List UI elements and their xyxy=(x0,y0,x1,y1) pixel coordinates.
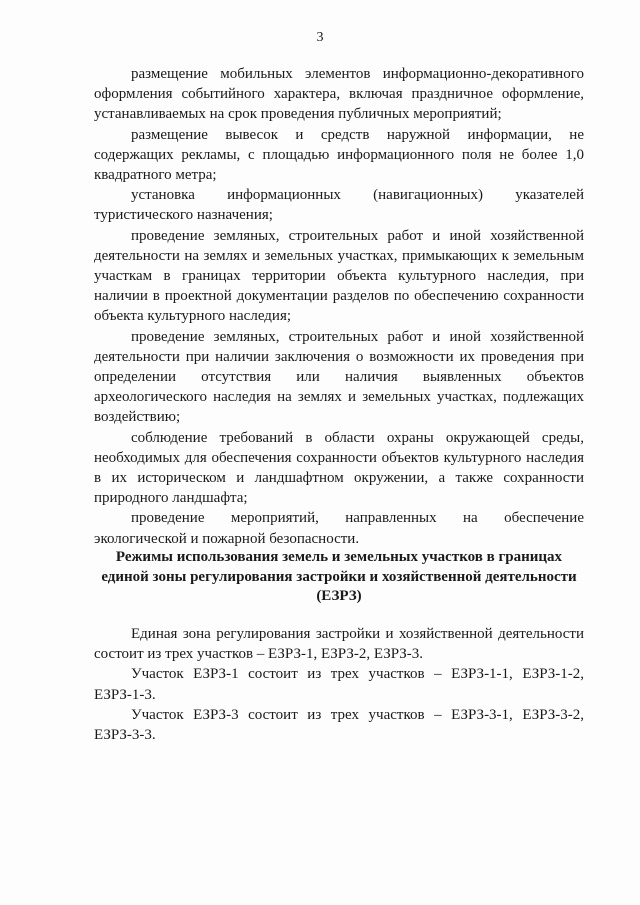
list-item: размещение вывесок и средств наружной информации, не содержащих рекламы, с площадью информационного поля не более 1,0 квадратного метра; xyxy=(94,126,584,184)
section-heading xyxy=(94,548,584,607)
body-paragraph: Единая зона регулирования застройки и хозяйственной деятельности состоит из трех участков – ЕЗРЗ-1, ЕЗРЗ-2, ЕЗРЗ-3. xyxy=(94,626,584,663)
section-body xyxy=(94,624,584,745)
section-heading-line: Режимы использования земель и земельных участков в границах xyxy=(115,549,563,565)
list-item: проведение земляных, строительных работ и иной хозяйственной деятельности на землях и земельных участках, примыкающих к земельным участкам в границах территории объекта культурного наследия, при наличии в проектной документации разделов по обеспечению сохранности объекта культурного наследия; xyxy=(94,227,584,325)
list-item: соблюдение требований в области охраны окружающей среды, необходимых для обеспечения сохранности объектов культурного наследия в их историческом и ландшафтном окружении, а также сохранности природного ландшафта; xyxy=(94,429,584,507)
body-paragraph: Участок ЕЗРЗ-3 состоит из трех участков – ЕЗРЗ-3-1, ЕЗРЗ-3-2, ЕЗРЗ-3-3. xyxy=(94,706,584,744)
section-heading-line: единой зоны регулирования застройки и хозяйственной деятельности xyxy=(101,568,577,585)
requirements-list xyxy=(94,64,584,549)
section-heading-line: (ЕЗРЗ) xyxy=(316,588,362,604)
body-paragraph: Участок ЕЗРЗ-1 состоит из трех участков – ЕЗРЗ-1-1, ЕЗРЗ-1-2, ЕЗРЗ-1-3. xyxy=(94,666,584,703)
list-item: размещение мобильных элементов информационно-декоративного оформления событийного характера, включая праздничное оформление, устанавливаемых на срок проведения публичных мероприятий; xyxy=(94,66,584,123)
list-item: проведение земляных, строительных работ и иной хозяйственной деятельности при наличии заключения о возможности их проведения при определении отсутствия или наличия выявленных объектов археологического наследия на землях и земельных участках, подлежащих воздействию; xyxy=(94,328,584,426)
list-item: проведение мероприятий, направленных на обеспечение экологической и пожарной безопасности. xyxy=(94,510,584,547)
page-number: 3 xyxy=(316,30,324,45)
list-item: установка информационных (навигационных) указателей туристического назначения; xyxy=(94,187,584,224)
